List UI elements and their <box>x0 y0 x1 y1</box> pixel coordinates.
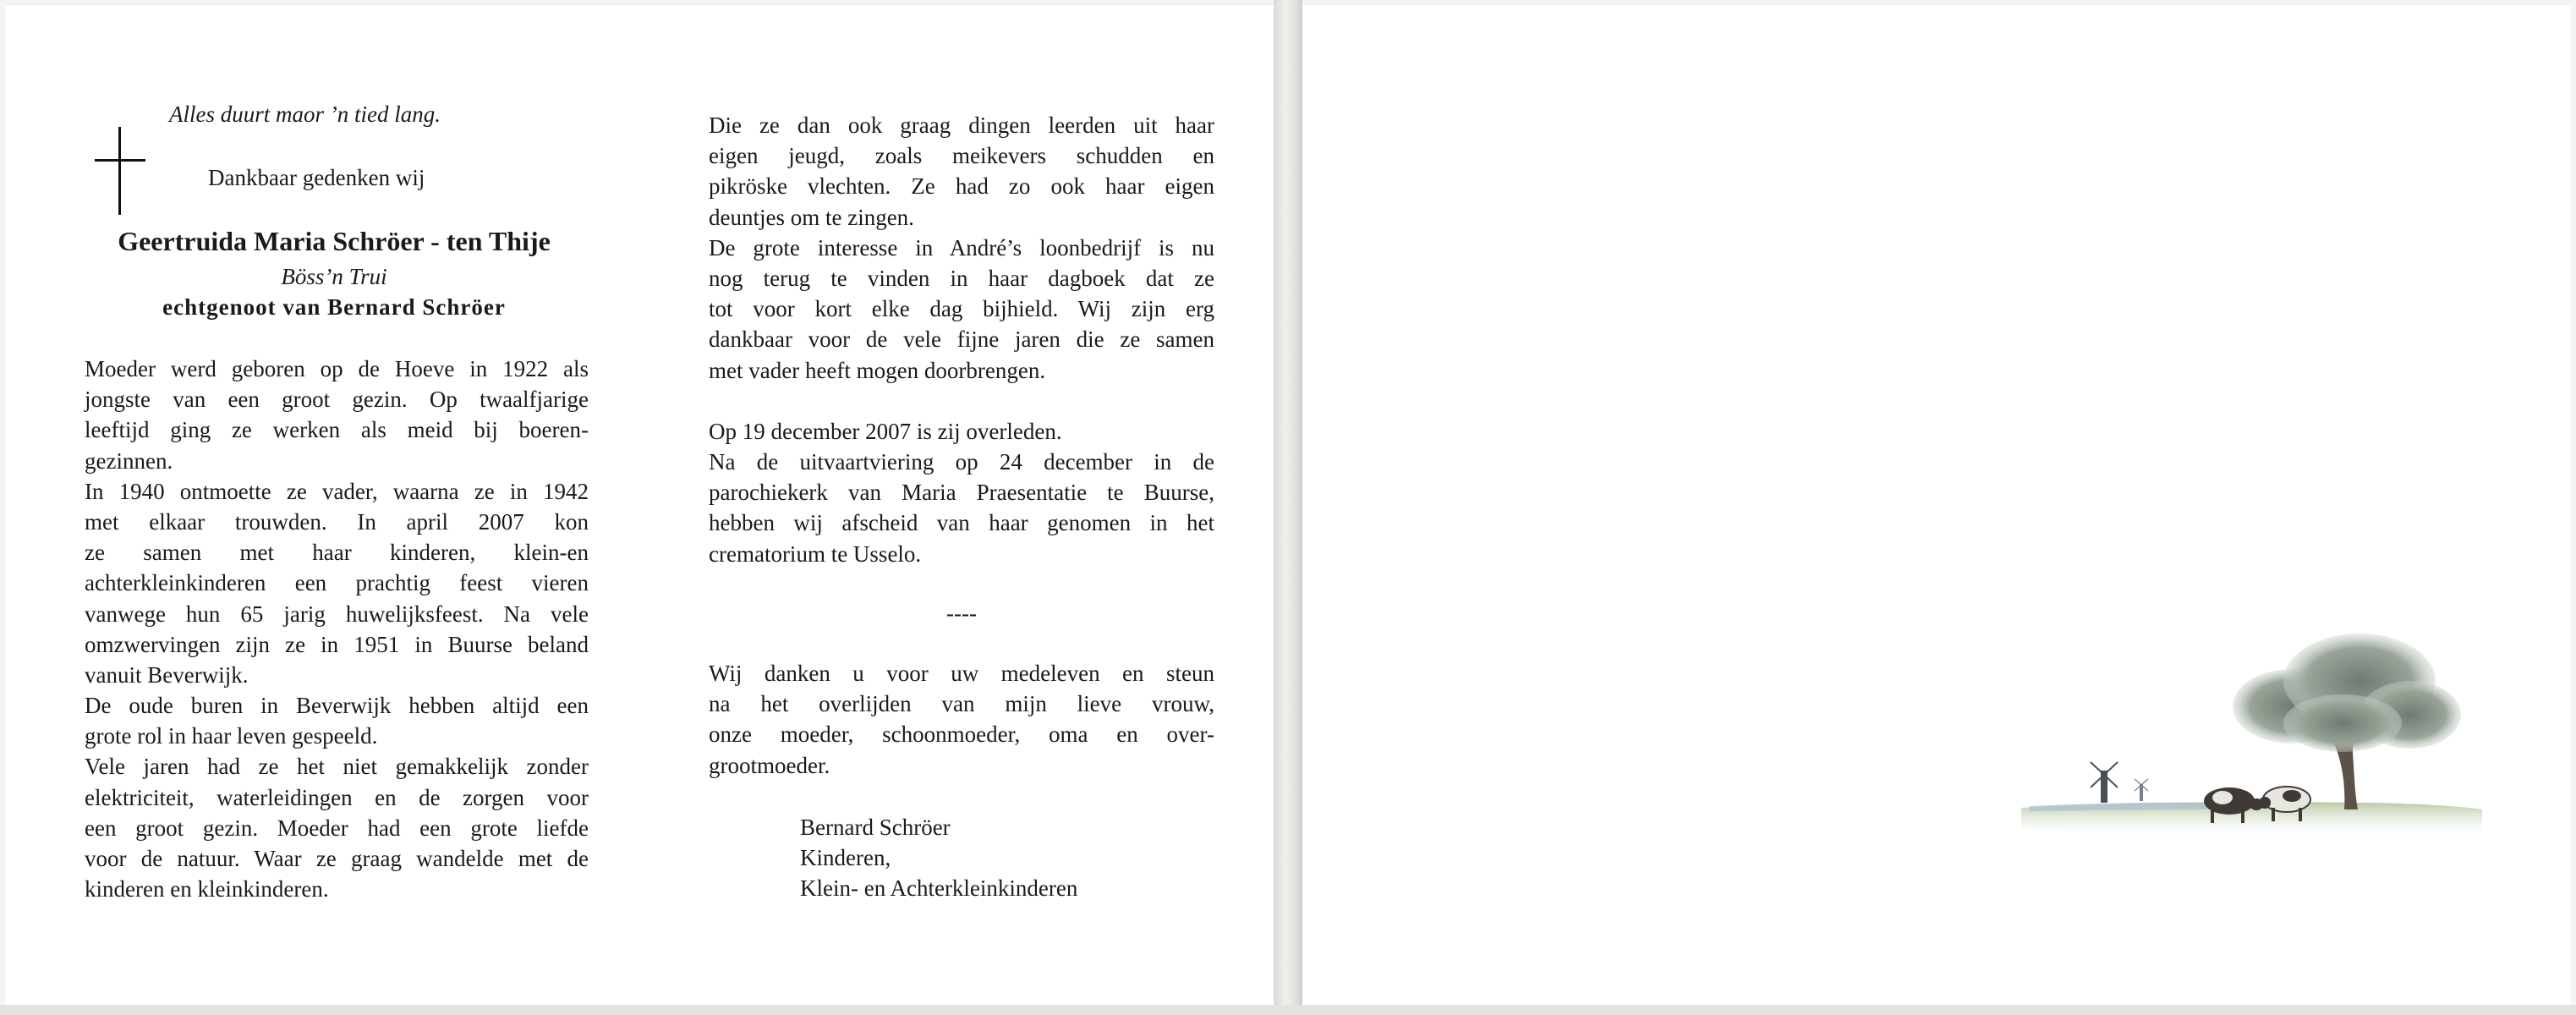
text-line: omzwervingen zijn ze in 1951 in Buurse beland <box>85 631 589 657</box>
text-line: na het overlijden van mijn lieve vrouw, <box>709 691 1214 717</box>
deceased-name: Geertruida Maria Schröer - ten Thije <box>118 226 551 256</box>
signoff <box>800 812 1223 904</box>
signoff-line: Kinderen, <box>800 845 891 871</box>
tree-icon <box>2233 634 2461 809</box>
thanks-text <box>709 658 1214 781</box>
text-line: Vele jaren had ze het niet gemakkelijk zonder <box>85 754 589 780</box>
text-line: met elkaar trouwden. In april 2007 kon <box>85 508 589 535</box>
text-line: leeftijd ging ze werken als meid bij boeren- <box>85 417 589 443</box>
text-line: gezinnen. <box>85 447 173 474</box>
text-line: vanwege hun 65 jarig huwelijksfeest. Na vele <box>85 601 589 627</box>
motto: Alles duurt maor ’n tied lang. <box>169 102 441 127</box>
text-line: De grote interesse in André’s loonbedrijf is nu <box>709 234 1214 261</box>
biography-right <box>709 110 1214 569</box>
signoff-line: Klein- en Achterkleinkinderen <box>800 875 1078 902</box>
text-line: pikröske vlechten. Ze had zo ook haar eigen <box>709 173 1214 200</box>
text-line: kinderen en kleinkinderen. <box>85 876 329 903</box>
nickname: Böss’n Trui <box>281 264 387 289</box>
biography-left <box>85 354 589 904</box>
text-line: De oude buren in Beverwijk hebben altijd een <box>85 693 589 719</box>
windmill-icon <box>2091 762 2118 803</box>
text-line: elektriciteit, waterleidingen en de zorgen voor <box>85 784 589 810</box>
text-line: een groot gezin. Moeder had een grote liefde <box>85 815 589 841</box>
text-line: parochiekerk van Maria Praesentatie te Buurse, <box>709 480 1214 506</box>
remembrance-line: Dankbaar gedenken wij <box>208 165 425 190</box>
text-line: voor de natuur. Waar ze graag wandelde met de <box>85 846 589 871</box>
text-line: Na de uitvaartviering op 24 december in de <box>709 449 1214 475</box>
card-fold <box>1274 0 1302 1015</box>
windmill-icon <box>2135 779 2148 801</box>
text-line: grote rol in haar leven gespeeld. <box>85 723 378 749</box>
spouse-line: echtgenoot van Bernard Schröer <box>162 294 506 320</box>
text-line: In 1940 ontmoette ze vader, waarna ze in 1942 <box>85 478 589 504</box>
text-line: jongste van een groot gezin. Op twaalfjarige <box>85 387 589 413</box>
landscape-illustration <box>2013 622 2486 875</box>
text-line: hebben wij afscheid van haar genomen in het <box>709 510 1214 536</box>
cross-icon <box>95 127 145 215</box>
signoff-line: Bernard Schröer <box>800 815 951 840</box>
text-line: vanuit Beverwijk. <box>85 661 249 688</box>
text-line: ze samen met haar kinderen, klein-en <box>85 540 589 566</box>
text-line: grootmoeder. <box>709 752 830 778</box>
text-line: tot voor kort elke dag bijhield. Wij zijn erg <box>709 296 1214 322</box>
text-line: eigen jeugd, zoals meikevers schudden en <box>709 143 1214 169</box>
text-line: crematorium te Usselo. <box>709 540 922 567</box>
text-line: Wij danken u voor uw medeleven en steun <box>709 661 1214 686</box>
paragraph-gap <box>709 386 1214 416</box>
text-line: achterkleinkinderen een prachtig feest vieren <box>85 570 589 596</box>
text-line: nog terug te vinden in haar dagboek dat ze <box>709 265 1214 291</box>
text-line: deuntjes om te zingen. <box>709 204 914 230</box>
text-line: onze moeder, schoonmoeder, oma en over- <box>709 721 1214 748</box>
text-line: met vader heeft mogen doorbrengen. <box>709 357 1046 383</box>
text-line: Die ze dan ook graag dingen leerden uit haar <box>709 112 1214 138</box>
text-line: dankbaar voor de vele fijne jaren die ze samen <box>709 326 1214 353</box>
text-line: Moeder werd geboren op de Hoeve in 1922 als <box>85 356 589 381</box>
text-line: Op 19 december 2007 is zij overleden. <box>709 418 1062 444</box>
page-edge <box>0 1005 2576 1015</box>
separator: ---- <box>946 601 977 626</box>
